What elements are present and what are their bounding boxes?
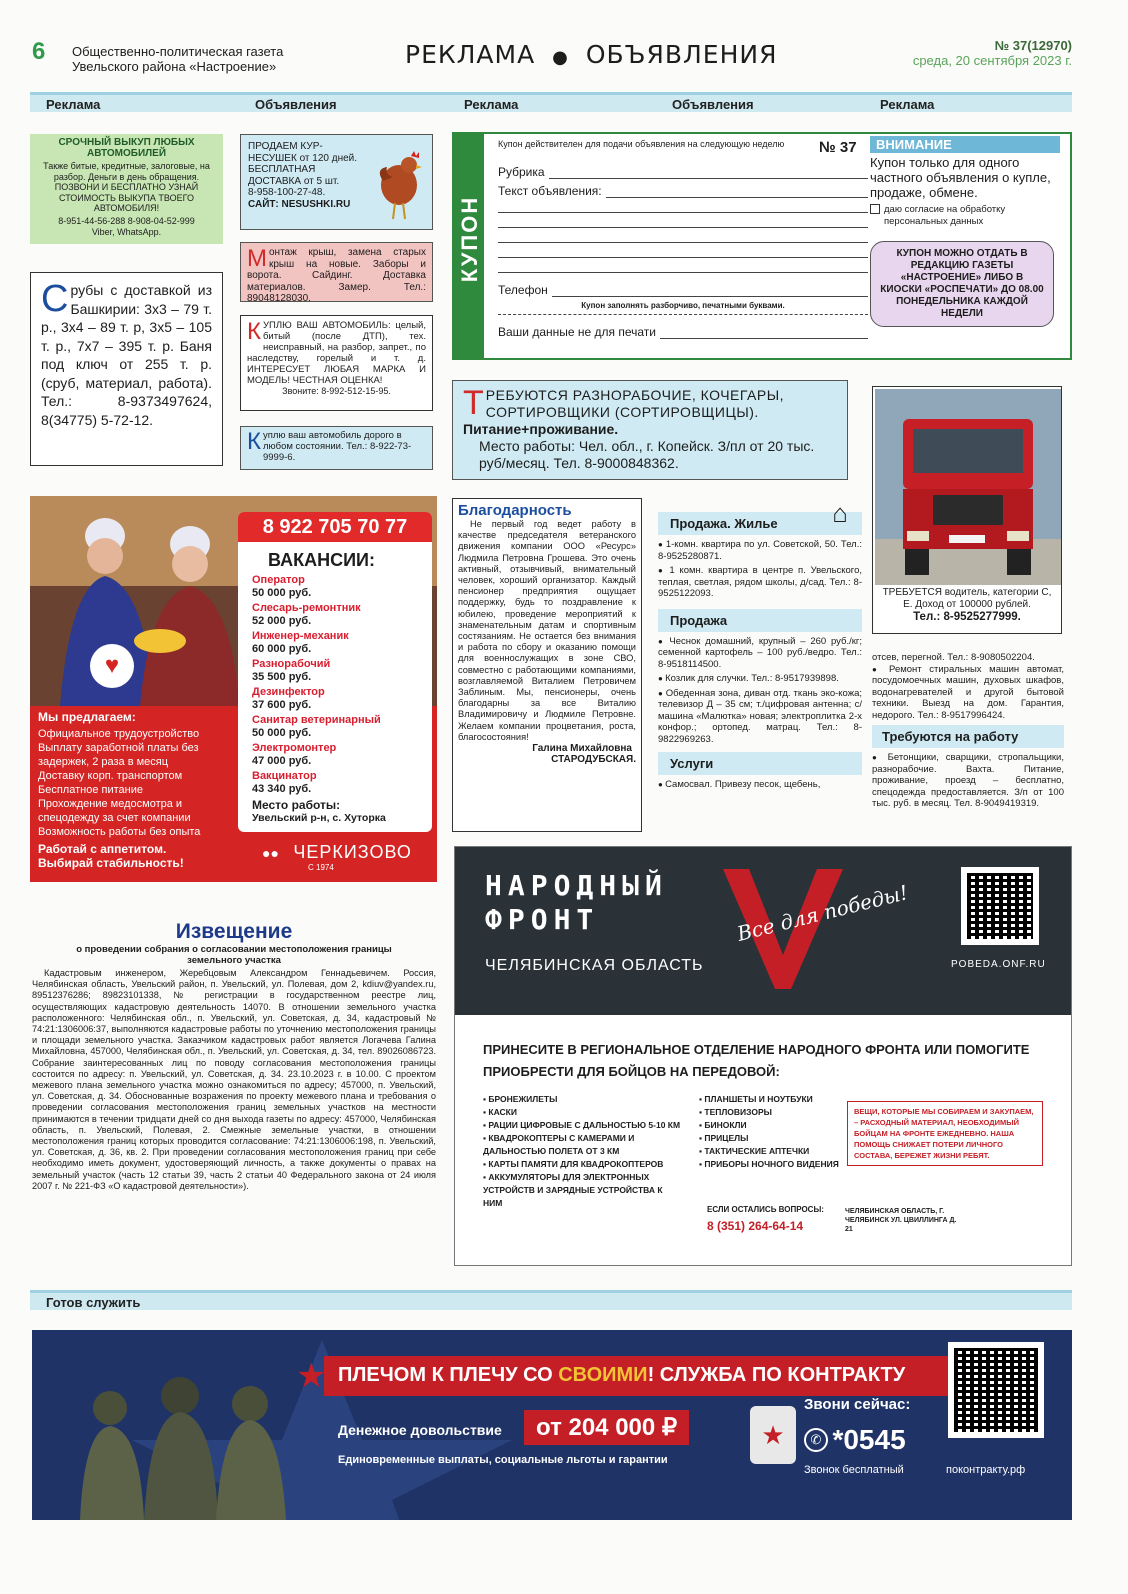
- contract-headline-bar: [296, 1356, 970, 1396]
- ad-roofs: М онтаж крыш, замена старых крыш на новые. Заборы и ворота. Сайдинг. Доставка материалов. Замер. Тел.: 89048128030.: [240, 242, 433, 302]
- section-title: РЕКЛАМА ● ОБЪЯВЛЕНИЯ: [405, 40, 778, 69]
- vacancy-item: Вакцинатор 43 340 руб.: [252, 770, 317, 795]
- coupon-side: КУПОН: [454, 134, 484, 358]
- classifieds-col-2: отсев, перегной. Тел.: 8-9080502204. ● Ремонт стиральных машин автомат, посудомоечных машин, духовых шкафов, водонагревателей и другой бытовой техники. Выезд на дом. Гарантия, недорого. Тел.: 8-9517996424. Требуются на работу ● Бетонщики, сварщики, стропальщики, разнорабочие. Вахта. Питание, проживание, проезд – бесплатно, спецодежда предоставляется. З/п от 100 тыс. руб. в месяц. Тел. 8-9049419319.: [872, 652, 1064, 813]
- front-list-right: ▪ ПЛАНШЕТЫ И НОУТБУКИ ▪ ТЕПЛОВИЗОРЫ ▪ БИНОКЛИ ▪ ПРИЦЕЛЫ ▪ ТАКТИЧЕСКИЕ АПТЕЧКИ ▪ ПРИБОРЫ НОЧНОГО ВИДЕНИЯ: [699, 1093, 839, 1171]
- ad-buy-car-2: К уплю ваш автомобиль дорого в любом состоянии. Тел.: 8-922-73-9999-6.: [240, 426, 433, 470]
- vacancy-item: Инженер-механик 60 000 руб.: [252, 630, 349, 655]
- list-item: ● Бетонщики, сварщики, стропальщики, разнорабочие. Вахта. Питание, проживание, проезд – бесплатно, спецодежда предоставляется. З/п от 100 тыс. руб. в месяц. Тел. 8-9049419319.: [872, 752, 1064, 810]
- coupon-form: Рубрика Текст объявления: Телефон Купон заполнять разборчиво, печатными буквами. Ваши данные не для печати: [498, 160, 868, 339]
- ad-text-line[interactable]: [498, 198, 868, 213]
- star-icon: ★: [296, 1357, 327, 1395]
- section-bar-bottom: Готов служить: [30, 1290, 1072, 1310]
- list-item: ● Самосвал. Привезу песок, щебень,: [658, 779, 862, 791]
- issue-info: № 37(12970) среда, 20 сентября 2023 г.: [912, 38, 1072, 68]
- hen-icon: [373, 145, 427, 223]
- vacancy-item: Разнорабочий 35 500 руб.: [252, 658, 331, 683]
- brand-icon: ●●: [262, 845, 279, 861]
- coupon-attention: ВНИМАНИЕ Купон только для одного частного объявления о купле, продаже, обмене. даю согласие на обработку персональных данных КУПОН МОЖНО ОТДАТЬ В РЕДАКЦИЮ ГАЗЕТЫ «НАСТРОЕНИЕ» ЛИБО В КИОСКИ «РОСПЕЧАТИ» ДО 08.00 ПОНЕДЕЛЬНИКА КАЖДОЙ НЕДЕЛИ: [870, 136, 1066, 327]
- slogan: Работай с аппетитом. Выбирай стабильность!: [38, 842, 184, 870]
- coupon: КУПОН Купон действителен для подачи объявления на следующую неделю № 37 Рубрика Текст объявления: Телефон Купон заполнять разборчиво, печатными буквами. Ваши данные не для печати ВНИМАНИЕ Купон только для одного частного объявления о купле, продаже, обмене. даю согласие на обработку персональных данных КУПОН МОЖНО ОТДАТЬ В РЕДАКЦИЮ ГАЗЕТЫ «НАСТРОЕНИЕ» ЛИБО В КИОСКИ «РОСПЕЧАТИ» ДО 08.00 ПОНЕДЕЛЬНИКА КАЖДОЙ НЕДЕЛИ: [452, 132, 1072, 360]
- cadastral-notice: Извещение о проведении собрания о согласовании местоположения границы земельного участка Кадастровым инженером, Жеребцовым Александром Геннадьевичем. Россия, Челябинская область, Увельский район, п. Увельский, ул. Полевая, дом 2, kdiuv@yandex.ru, 89512376286; 89823101338, № регистрации в государственном реестре лиц, осуществляющих кадастровую деятельность 14070. В отношении земельного участка расположенного: Челябинская обл., п. Увельский, ул. Советская, д. 34, кадастровый № 74:21:1306006:37, выполняются кадастровые работы по уточнению местоположения границы и площади земельного участка. Заказчиком кадастровых работ является Логачева Галина Михайловна, 457000, Челябинская обл., п. Увельский, ул. Советская, д. 34, тел. 89026086723. Собрание заинтересованных лиц по поводу согласования местоположения границы состоится по адресу: п. Увельский, ул. Советская, д. 34. 23.10.2023 г. в 10.00. С проектом межевого плана земельного участка можно ознакомиться по адресу; 457000, п. Увельский, ул. Советская, д. 34. Обоснованные возражения по проекту межевого плана и требования о проведении согласования местоположения границ земельных участков на местности принимаются в течении тридцати дней со дня выхода газеты по адресу: 457000, Челябинская область, п. Увельский, Полевая, 2. Смежные земельные участки, в отношении местоположения границ которых проводится согласование: 74:21:1306006:198, п. Увельский, ул. Советская, д. 36, кв. 2. При проведении согласования местоположения границ при себе необходимо иметь документ, удостоверяющий личность, а также документы о правах на земельный участок (часть 12 статьи 39, часть 2 статьи 40 Федерального закона от 24 июля 2007 г. № 221-ФЗ «О кадастровой деятельности»).: [32, 920, 436, 1191]
- rubric-field[interactable]: [549, 164, 868, 179]
- ad-logs: С рубы с доставкой из Башкирии: 3х3 – 79 т. р., 3х4 – 89 т. р, 3х5 – 105 т. р., 7х7 – 395 т. р. Баня под ключ от 255 т. р. (сруб, материал, работа). Тел.: 8-9373497624, 8(34775) 5-72-12.: [30, 272, 223, 466]
- ad-car-buyout: СРОЧНЫЙ ВЫКУП ЛЮБЫХ АВТОМОБИЛЕЙ Также битые, кредитные, залоговые, на разбор. Деньги в день обращения. ПОЗВОНИ И БЕСПЛАТНО УЗНАЙ СТОИМОСТЬ ВЫКУПА ТВОЕГО АВТОМОБИЛЯ! 8-951-44-56-288 8-908-04-52-999 Viber, WhatsApp.: [30, 134, 223, 244]
- list-item: ● Чеснок домашний, крупный – 260 руб./кг; семенной картофель – 100 руб./ведро. Тел.: 8-9518114500.: [658, 636, 862, 671]
- ad-text-line[interactable]: [498, 258, 868, 273]
- page-number: 6: [32, 38, 46, 65]
- front-banner: НАРОДНЫЙ ФРОНТ ЧЕЛЯБИНСКАЯ ОБЛАСТЬ Все для победы! POBEDA.ONF.RU: [455, 847, 1071, 1015]
- ad-hens: ПРОДАЕМ КУР-НЕСУШЕК от 120 дней. БЕСПЛАТНАЯ ДОСТАВКА от 5 шт. 8-958-100-27-48. САЙТ: NESUSHKI.RU: [240, 134, 433, 230]
- brand-logo: ●● ЧЕРКИЗОВО С 1974: [262, 842, 412, 872]
- qr-code[interactable]: [961, 867, 1039, 945]
- ad-workers: Т РЕБУЮТСЯ РАЗНОРАБОЧИЕ, КОЧЕГАРЫ, СОРТИРОВЩИКИ (СОРТИРОВЩИЦЫ). Питание+проживание. Место работы: Чел. обл., г. Копейск. З/пл от 20 тыс. руб/месяц. Тел. 8-9000848362.: [452, 380, 848, 480]
- phone-icon: ✆: [804, 1428, 828, 1452]
- vacancy-list: Оператор 50 000 руб. Слесарь-ремонтник 52 000 руб. Инженер-механик 60 000 руб. Разнорабочий 35 500 руб. Дезинфектор 37 600 руб. Санитар ветеринарный 50 000 руб. Электромонтер 47 000 руб. Вакцинатор 43 340 руб. Место работы: Увельский р-н, с. Хуторка: [252, 574, 428, 824]
- ad-cherkizovo: 8 922 705 70 77 ВАКАНСИИ: Оператор 50 000 руб. Слесарь-ремонтник 52 000 руб. Инженер-механик 60 000 руб. Разнорабочий 35 500 руб. Дезинфектор 37 600 руб. Санитар ветеринарный 50 000 руб. Электромонтер 47 000 руб. Вакцинатор 43 340 руб. Место работы: Увельский р-н, с. Хуторка ♥ Мы предлагаем: Официальное трудоустройство Выплату заработной платы без задержек, 2 раза в месяц Доставку корп. транспортом Бесплатное питание Прохождение медосмотра и спецодежду за счет компании Возможность работы без опыта Работай с аппетитом. Выбирай стабильность! ●● ЧЕРКИЗОВО С 1974: [30, 496, 437, 882]
- list-item: ● Обеденная зона, диван отд. ткань эко-кожа; телевизор Д – 35 см; т./цифровая антенна; с/машина «Малютка» новая; электроплитка 2-х конфор.; ортопед. матрац. Тел.: 8-9822969263.: [658, 688, 862, 746]
- house-icon: ⌂: [832, 498, 848, 528]
- ad-text-line[interactable]: [498, 213, 868, 228]
- list-item: ● 1 комн. квартира в центре п. Увельского, теплая, светлая, рядом школы, д/сад. Тел.: 8-9525122093.: [658, 565, 862, 600]
- truck-image: [875, 389, 1061, 585]
- phone-field[interactable]: [552, 282, 868, 297]
- ad-buy-car-1: К УПЛЮ ВАШ АВТОМОБИЛЬ: целый, битый (после ДТП), тех. неисправный, на разбор, запрет., по наследству, горелый и т. д. ИНТЕРЕСУЕТ ЛЮБАЯ МАРКА И МОДЕЛЬ! ЧЕСТНАЯ ОЦЕНКА! Звоните: 8-992-512-15-95.: [240, 315, 433, 411]
- vacancy-item: Оператор 50 000 руб.: [252, 574, 312, 599]
- contract-headline: ПЛЕЧОМ К ПЛЕЧУ СО СВОИМИ! СЛУЖБА ПО КОНТРАКТУ: [338, 1364, 906, 1386]
- front-list-left: ▪ БРОНЕЖИЛЕТЫ ▪ КАСКИ ▪ РАЦИИ ЦИФРОВЫЕ С ДАЛЬНОСТЬЮ 5-10 КМ ▪ КВАДРОКОПТЕРЫ С КАМЕРАМИ И ДАЛЬНОСТЬЮ ПОЛЕТА ОТ 3 КМ ▪ КАРТЫ ПАМЯТИ ДЛЯ КВАДРОКОПТЕРОВ ▪ АККУМУЛЯТОРЫ ДЛЯ ЭЛЕКТРОННЫХ УСТРОЙСТВ И ЗАРЯДНЫЕ УСТРОЙСТВА К НИМ: [483, 1093, 683, 1210]
- vacancy-item: Санитар ветеринарный 50 000 руб.: [252, 714, 381, 739]
- list-item: ● 1-комн. квартира по ул. Советской, 50. Тел.: 8-9525280871.: [658, 539, 862, 562]
- newspaper-name: Общественно-политическая газета Увельского района «Настроение»: [72, 44, 284, 74]
- vacancy-item: Дезинфектор 37 600 руб.: [252, 686, 325, 711]
- vacancy-item: Электромонтер 47 000 руб.: [252, 742, 337, 767]
- list-item: ● Ремонт стиральных машин автомат, посудомоечных машин, духовых шкафов, водонагревателей и другой бытовой техники. Выезд на дом. Гарантия, недорого. Тел.: 8-9517996424.: [872, 664, 1064, 722]
- army-emblem-icon: ★: [750, 1406, 796, 1464]
- ad-text-field[interactable]: [606, 183, 868, 198]
- call-block[interactable]: ✆ *0545: [804, 1424, 906, 1456]
- vacancy-item: Слесарь-ремонтник 52 000 руб.: [252, 602, 361, 627]
- offers-block: Мы предлагаем: Официальное трудоустройство Выплату заработной платы без задержек, 2 раза в месяц Доставку корп. транспортом Бесплатное питание Прохождение медосмотра и спецодежду за счет компании Возможность работы без опыта: [38, 710, 201, 838]
- section-bar: Реклама Объявления Реклама Объявления Реклама: [30, 92, 1072, 112]
- ad-narodny-front: НАРОДНЫЙ ФРОНТ ЧЕЛЯБИНСКАЯ ОБЛАСТЬ Все для победы! POBEDA.ONF.RU ПРИНЕСИТЕ В РЕГИОНАЛЬНОЕ ОТДЕЛЕНИЕ НАРОДНОГО ФРОНТА ИЛИ ПОМОГИТЕ ПРИОБРЕСТИ ДЛЯ БОЙЦОВ НА ПЕРЕДОВОЙ: ▪ БРОНЕЖИЛЕТЫ ▪ КАСКИ ▪ РАЦИИ ЦИФРОВЫЕ С ДАЛЬНОСТЬЮ 5-10 КМ ▪ КВАДРОКОПТЕРЫ С КАМЕРАМИ И ДАЛЬНОСТЬЮ ПОЛЕТА ОТ 3 КМ ▪ КАРТЫ ПАМЯТИ ДЛЯ КВАДРОКОПТЕРОВ ▪ АККУМУЛЯТОРЫ ДЛЯ ЭЛЕКТРОННЫХ УСТРОЙСТВ И ЗАРЯДНЫЕ УСТРОЙСТВА К НИМ ▪ ПЛАНШЕТЫ И НОУТБУКИ ▪ ТЕПЛОВИЗОРЫ ▪ БИНОКЛИ ▪ ПРИЦЕЛЫ ▪ ТАКТИЧЕСКИЕ АПТЕЧКИ ▪ ПРИБОРЫ НОЧНОГО ВИДЕНИЯ ВЕЩИ, КОТОРЫЕ МЫ СОБИРАЕМ И ЗАКУПАЕМ, – РАСХОДНЫЙ МАТЕРИАЛ, НЕОБХОДИМЫЙ БОЙЦАМ НА ФРОНТЕ ЕЖЕДНЕВНО. НАША ПОМОЩЬ СНИЖАЕТ ПОТЕРИ ЛИЧНОГО СОСТАВА, БЕРЕЖЕТ ЖИЗНИ РЕБЯТ. ЕСЛИ ОСТАЛИСЬ ВОПРОСЫ: 8 (351) 264-64-14 ЧЕЛЯБИНСКАЯ ОБЛАСТЬ, Г. ЧЕЛЯБИНСК УЛ. ЦВИЛЛИНГА Д. 21: [454, 846, 1072, 1266]
- private-data-field[interactable]: [660, 324, 868, 339]
- chicken-badge-icon: ♥: [90, 644, 134, 688]
- list-item: ● Козлик для случки. Тел.: 8-9517939898.: [658, 673, 862, 685]
- ad-text-line[interactable]: [498, 243, 868, 258]
- ad-driver: ТРЕБУЕТСЯ водитель, категории С, Е. Доход от 100000 рублей. Тел.: 8-9525277999.: [872, 386, 1062, 634]
- qr-code[interactable]: [948, 1342, 1044, 1438]
- consent-checkbox[interactable]: [870, 204, 880, 214]
- ad-contract-service: ★ ПЛЕЧОМ К ПЛЕЧУ СО СВОИМИ! СЛУЖБА ПО КОНТРАКТУ Денежное довольствие от 204 000 ₽ Единовременные выплаты, социальные льготы и гарантии ★ Звони сейчас: ✆ *0545 Звонок бесплатный поконтракту.рф: [32, 1330, 1072, 1520]
- gratitude-block: Благодарность Не первый год ведет работу в качестве председателя ветеранского движения компании ООО «Ресурс» Людмила Петровна Грошева. Это очень активный, отзывчивый, внимательный человек, хороший организатор. Каждый пенсионер предприятия ощущает поддержку, будь то поздравление к юбилею, проведение мероприятий к знаменательным датам и спортивным состязаниям. Не остается без внимания и работа по сбору и оказанию помощи для военнослужащих в зоне СВО, совместно с работающими компаниями, возглавляемой Виталием Петровичем Заблиным. Мы, пенсионеры, очень благодарны за все Виталию Владимировичу и Людмиле Петровне. Желаем компании процветания, роста, благосостояния! Галина Михайловна СТАРОДУБСКАЯ.: [452, 498, 642, 832]
- ad-text-line[interactable]: [498, 228, 868, 243]
- classifieds-col-1: Продажа. Жилье ⌂ ● 1-комн. квартира по ул. Советской, 50. Тел.: 8-9525280871. ● 1 комн. квартира в центре п. Увельского, теплая, светлая, рядом школы, д/сад. Тел.: 8-9525122093. Продажа ● Чеснок домашний, крупный – 260 руб./кг; семенной картофель – 100 руб./ведро. Тел.: 8-9518114500. ● Козлик для случки. Тел.: 8-9517939898. ● Обеденная зона, диван отд. ткань эко-кожа; телевизор Д – 35 см; т./цифровая антенна; с/машина «Малютка» новая; электроплитка 2-х конфор.; ортопед. матрац. Тел.: 8-9822969263. Услуги ● Самосвал. Привезу песок, щебень,: [658, 512, 862, 798]
- soldiers-photo: [62, 1370, 302, 1520]
